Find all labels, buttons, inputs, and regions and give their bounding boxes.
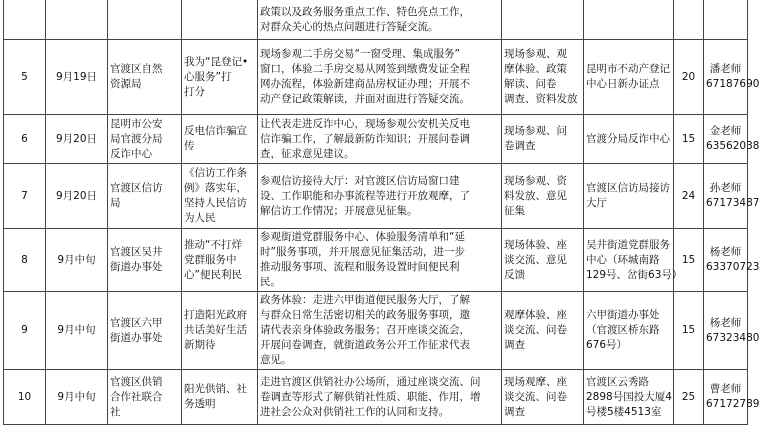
event-theme-line: 推动“不打烊 [184,238,242,251]
event-content-line: 时”服务事项，并开展意见征集活动，进一步 [260,246,465,258]
event-theme-line: 心”便民利民 [184,268,242,281]
participant-count [674,0,704,40]
event-theme [182,292,258,370]
contact-phone: 67172789 [706,398,759,410]
event-theme-line: 打造阳光政府 [184,309,247,321]
row-date: 9月中旬 [46,229,108,292]
row-number: 7 [4,164,46,229]
event-content [258,370,502,425]
row-date [46,0,108,40]
contact-name: 金老师 [709,125,742,137]
event-theme-line: 心服务”打 [184,70,232,83]
row-number: 5 [4,40,46,115]
event-theme-line: 为人民 [184,212,216,224]
event-content-line: 走进官渡区供销社办公场所，通过座谈交流、问 [260,375,481,388]
event-location-line: 官渡区云秀路 [586,375,649,388]
event-theme [182,40,258,115]
event-location [584,164,674,229]
event-theme [182,0,258,40]
event-content-line: 意见。 [260,354,292,366]
event-location-line: 官渡区信访局接访 [586,182,670,194]
event-form [502,370,584,425]
event-theme-line: 共话美好生活 [184,324,247,336]
event-theme [182,229,258,292]
event-content-line: 动产登记政策解读，并面对面进行答疑交流。 [260,93,470,105]
contact-name: 曹老师 [709,383,742,395]
contact-phone: 67187690 [706,78,759,90]
organizing-unit [108,40,182,115]
event-content-line: 政务体验：走进六甲街道便民服务大厅，了解 [260,294,470,306]
participant-count: 15 [674,229,704,292]
event-content-line: 推动服务事项、流程和服务设置时间便民利 [260,261,460,273]
event-location [584,292,674,370]
event-content [258,40,502,115]
table-row [4,292,748,370]
event-form-line: 现场观摩、座 [504,375,567,388]
event-theme-line: 反电信诈骗宣 [184,125,247,137]
event-location-line: 六甲街道办事处 [586,309,660,321]
event-form-line: 征集 [504,204,525,217]
contact-name: 孙老师 [709,182,742,194]
event-theme-line: 阳光供销、社 [184,383,247,395]
contact-name: 杨老师 [709,246,742,258]
events-table [3,0,759,425]
contact [704,292,759,370]
contact-name: 杨老师 [709,316,742,329]
row-number [4,0,46,40]
contact-name: 潘老师 [709,63,742,75]
event-form [502,115,584,164]
participant-count: 20 [674,40,704,115]
participant-count: 24 [674,164,704,229]
event-location [584,40,674,115]
organizing-unit-line: 社 [110,405,121,418]
event-location [584,370,674,425]
event-form [502,40,584,115]
row-number: 6 [4,115,46,164]
event-content-line: 对群众关心的热点问题进行答疑交流。 [260,20,439,33]
event-location-line: 中心（环城南路 [586,253,660,266]
event-location-line: 号楼5楼4513室 [586,405,662,418]
event-theme-line: 例》落实年， [184,182,247,194]
organizing-unit-line: 官渡区信访 [110,182,163,194]
event-location [584,115,674,164]
event-content-line: 进社会公众对供销社工作的认同和支持。 [260,405,449,418]
event-form-line: 观摩体验、座 [504,309,567,321]
event-content-line: 参观信访接待大厅：对官渡区信访局窗口建 [260,174,460,187]
table-row [4,40,748,115]
event-content-line: 网办流程，体验新建商品房权证办理；开展不 [260,78,470,90]
organizing-unit-line: 官渡区六甲 [110,316,163,329]
contact [704,40,759,115]
organizing-unit [108,229,182,292]
event-location [584,229,683,292]
event-content-line: 开展问卷调查，就街道政务公开工作征求代表 [260,339,470,351]
event-content-line: 信诈骗工作，了解最新防诈知识；开展问卷调 [260,132,470,145]
event-content [258,229,502,292]
event-form-line: 摩体验、政策 [504,63,567,75]
organizing-unit-line: 官渡区吴井 [110,246,163,258]
table-body [4,0,759,425]
organizing-unit-line: 反诈中心 [110,147,152,160]
row-date: 9月中旬 [46,292,108,370]
event-content-line: 与群众日常生活密切相关的政务服务事项，邀 [260,309,470,321]
event-form-line: 谈交流、意见 [504,253,567,266]
contact-phone: 67173487 [706,197,759,209]
event-form-line: 现场体验、座 [504,238,567,251]
organizing-unit [108,115,182,164]
event-theme-line: 党群服务中 [184,253,237,266]
event-content-line: 窗口，体验二手房交易从网签到缴费发证全程 [260,63,470,75]
event-location-line: 676号） [586,339,628,351]
event-theme-line: 《信访工作条 [184,167,247,179]
event-form-line: 调查、资料发放 [504,93,578,105]
event-location-line: 2898号国投大厦4 [586,390,672,403]
event-theme-line: 坚持人民信访 [184,197,247,209]
event-theme [182,164,258,229]
event-form-line: 调查 [504,339,525,351]
organizing-unit [108,0,182,40]
row-number: 8 [4,229,46,292]
contact [704,370,759,425]
contact-phone: 63562038 [706,140,759,152]
event-form-line: 反馈 [504,268,525,281]
event-content-line: 让代表走进反诈中心，现场参观公安机关反电 [260,117,470,130]
organizing-unit-line: 官渡区自然 [110,63,163,75]
event-form [502,0,584,40]
contact [704,115,759,164]
participant-count: 15 [674,292,704,370]
contact-phone: 67323480 [706,331,759,344]
row-number: 10 [4,370,46,425]
event-content-line: 设、工作职能和办事流程等进行开放观摩，了 [260,189,470,202]
event-form-line: 解读、问卷 [504,78,557,90]
event-form-line: 谈交流、问卷 [504,390,567,403]
event-form-line: 现场参观、资 [504,174,567,187]
event-content [258,0,502,40]
event-form-line: 现场参观、观 [504,48,567,60]
event-theme-line: 新期待 [184,339,216,351]
event-theme-line: 我为“昆登记• [184,55,249,68]
event-content-line: 政策以及政务服务重点工作、特色亮点工作， [260,5,470,18]
event-content [258,292,502,370]
event-location-line: 129号、岔街63号） [586,268,683,281]
event-content-line: 参观街道党群服务中心、体验服务清单和“延 [260,231,465,243]
event-content-line: 卷调查等形式了解供销社性质、职能、作用，增 [260,390,481,403]
row-number: 9 [4,292,46,370]
contact-phone: 63370723 [706,261,759,273]
organizing-unit-line: 街道办事处 [110,331,163,344]
table-row [4,370,748,425]
event-content [258,115,502,164]
organizing-unit [108,164,182,229]
event-location-line: （官渡区桥东路 [586,324,660,336]
table-row [4,164,748,229]
organizing-unit-line: 合作社联合 [110,390,163,403]
organizing-unit-line: 局 [110,197,121,209]
event-form [502,292,584,370]
event-location [584,0,674,40]
organizing-unit-line: 官渡区供销 [110,375,163,388]
organizing-unit-line: 街道办事处 [110,261,163,273]
event-location-line: 官渡分局反诈中心 [586,132,670,145]
event-theme [182,370,258,425]
event-content-line: 查，征求意见建议。 [260,147,355,160]
event-location-line: 吴井街道党群服务 [586,238,670,251]
event-form [502,164,584,229]
table-row [4,115,748,164]
row-date: 9月19日 [46,40,108,115]
participant-count: 25 [674,370,704,425]
event-location-line: 昆明市不动产登记 [586,63,670,75]
organizing-unit-line: 昆明市公安 [110,117,163,130]
contact [704,164,759,229]
contact [704,229,759,292]
event-form [502,229,584,292]
table-row [4,0,748,40]
event-form-line: 现场参观、问 [504,125,567,137]
contact [704,0,748,40]
event-theme [182,115,258,164]
organizing-unit [108,292,182,370]
event-theme-line: 传 [184,140,195,152]
event-content-line: 解信访工作情况；开展意见征集。 [260,204,418,217]
event-theme-line: 务透明 [184,398,216,410]
row-date: 9月中旬 [46,370,108,425]
event-form-line: 卷调查 [504,140,536,152]
event-location-line: 大厅 [586,197,607,209]
event-content-line: 现场参观二手房交易“一窗受理、集成服务” [260,48,460,60]
event-form-line: 调查 [504,405,525,418]
row-date: 9月20日 [46,164,108,229]
event-theme-line: 打分 [184,85,205,98]
event-content-line: 请代表亲身体验政务服务；召开座谈交流会， [260,324,470,336]
participant-count: 15 [674,115,704,164]
event-location-line: 中心日新办证点 [586,78,660,90]
event-form-line: 料发放、意见 [504,189,567,202]
event-form-line: 谈交流、问卷 [504,324,567,336]
event-content [258,164,502,229]
table-row [4,229,748,292]
organizing-unit-line: 资源局 [110,78,142,90]
row-date: 9月20日 [46,115,108,164]
organizing-unit-line: 局官渡分局 [110,132,163,145]
organizing-unit [108,370,182,425]
event-content-line: 民。 [260,276,281,288]
